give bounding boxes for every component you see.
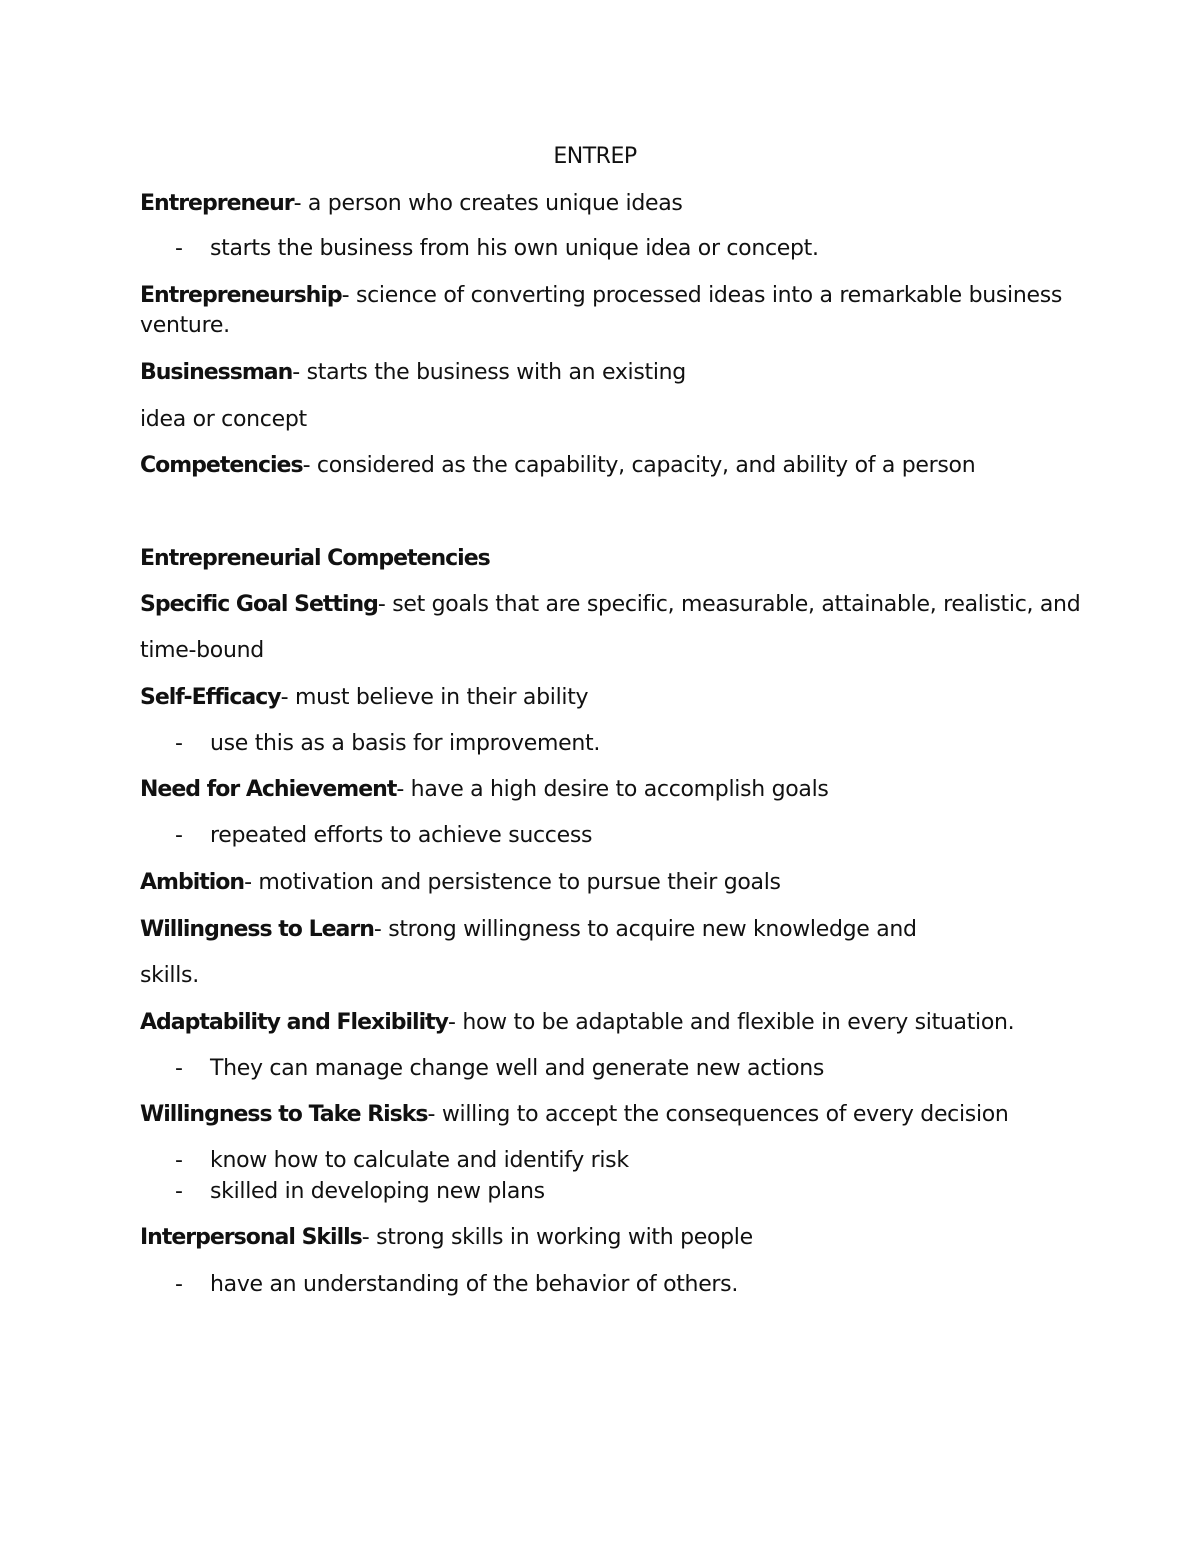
entry-continuation: venture.: [140, 313, 230, 338]
bullet-marker: -: [175, 1148, 183, 1173]
term: Need for Achievement: [140, 777, 397, 802]
bullet-marker: -: [175, 823, 183, 848]
bullet-marker: -: [175, 731, 183, 756]
definition: - must believe in their ability: [280, 685, 589, 710]
entry-entrepreneurship: [140, 281, 1062, 311]
definition: - science of converting processed ideas into a remarkable business: [341, 283, 1063, 308]
term: Interpersonal Skills: [140, 1225, 362, 1250]
entry-ambition: [140, 868, 781, 898]
bullet-item: They can manage change well and generate new actions: [210, 1056, 825, 1081]
bullet-marker: -: [175, 236, 183, 261]
term: Competencies: [140, 453, 303, 478]
definition: - starts the business with an existing: [292, 360, 686, 385]
entry-continuation: time-bound: [140, 638, 264, 663]
term: Adaptability and Flexibility: [140, 1010, 448, 1035]
bullet-item: starts the business from his own unique idea or concept.: [210, 236, 819, 261]
definition: - a person who creates unique ideas: [293, 191, 683, 216]
term: Entrepreneurship: [140, 283, 342, 308]
definition: - strong skills in working with people: [361, 1225, 753, 1250]
document-title: ENTREP: [553, 144, 637, 169]
bullet-marker: -: [175, 1056, 183, 1081]
entry-achievement: [140, 775, 829, 805]
definition: - have a high desire to accomplish goals: [396, 777, 829, 802]
bullet-item: have an understanding of the behavior of others.: [210, 1272, 739, 1297]
bullet-marker: -: [175, 1272, 183, 1297]
definition: - strong willingness to acquire new knowledge and: [373, 917, 917, 942]
section-heading: Entrepreneurial Competencies: [140, 546, 490, 571]
definition: - set goals that are specific, measurable, attainable, realistic, and: [377, 592, 1081, 617]
entry-continuation: skills.: [140, 963, 199, 988]
entry-goal-setting: [140, 590, 1080, 620]
term: Self-Efficacy: [140, 685, 281, 710]
term: Specific Goal Setting: [140, 592, 378, 617]
term: Willingness to Take Risks: [140, 1102, 428, 1127]
bullet-item: know how to calculate and identify risk: [210, 1148, 629, 1173]
term: Businessman: [140, 360, 293, 385]
entry-interpersonal: [140, 1223, 753, 1253]
entry-take-risks: [140, 1100, 1009, 1130]
entry-adaptability: [140, 1008, 1014, 1038]
definition: - willing to accept the consequences of every decision: [427, 1102, 1009, 1127]
definition: - motivation and persistence to pursue their goals: [244, 870, 781, 895]
term: Entrepreneur: [140, 191, 294, 216]
bullet-marker: -: [175, 1179, 183, 1204]
bullet-item: use this as a basis for improvement.: [210, 731, 601, 756]
entry-continuation: idea or concept: [140, 407, 307, 432]
entry-self-efficacy: [140, 683, 588, 713]
entry-competencies: [140, 451, 975, 481]
entry-willingness-to-learn: [140, 915, 917, 945]
entry-businessman: [140, 358, 686, 388]
bullet-item: skilled in developing new plans: [210, 1179, 545, 1204]
term: Ambition: [140, 870, 245, 895]
definition: - considered as the capability, capacity, and ability of a person: [302, 453, 976, 478]
term: Willingness to Learn: [140, 917, 374, 942]
entry-entrepreneur: [140, 189, 683, 219]
definition: - how to be adaptable and flexible in every situation.: [447, 1010, 1015, 1035]
bullet-item: repeated efforts to achieve success: [210, 823, 593, 848]
